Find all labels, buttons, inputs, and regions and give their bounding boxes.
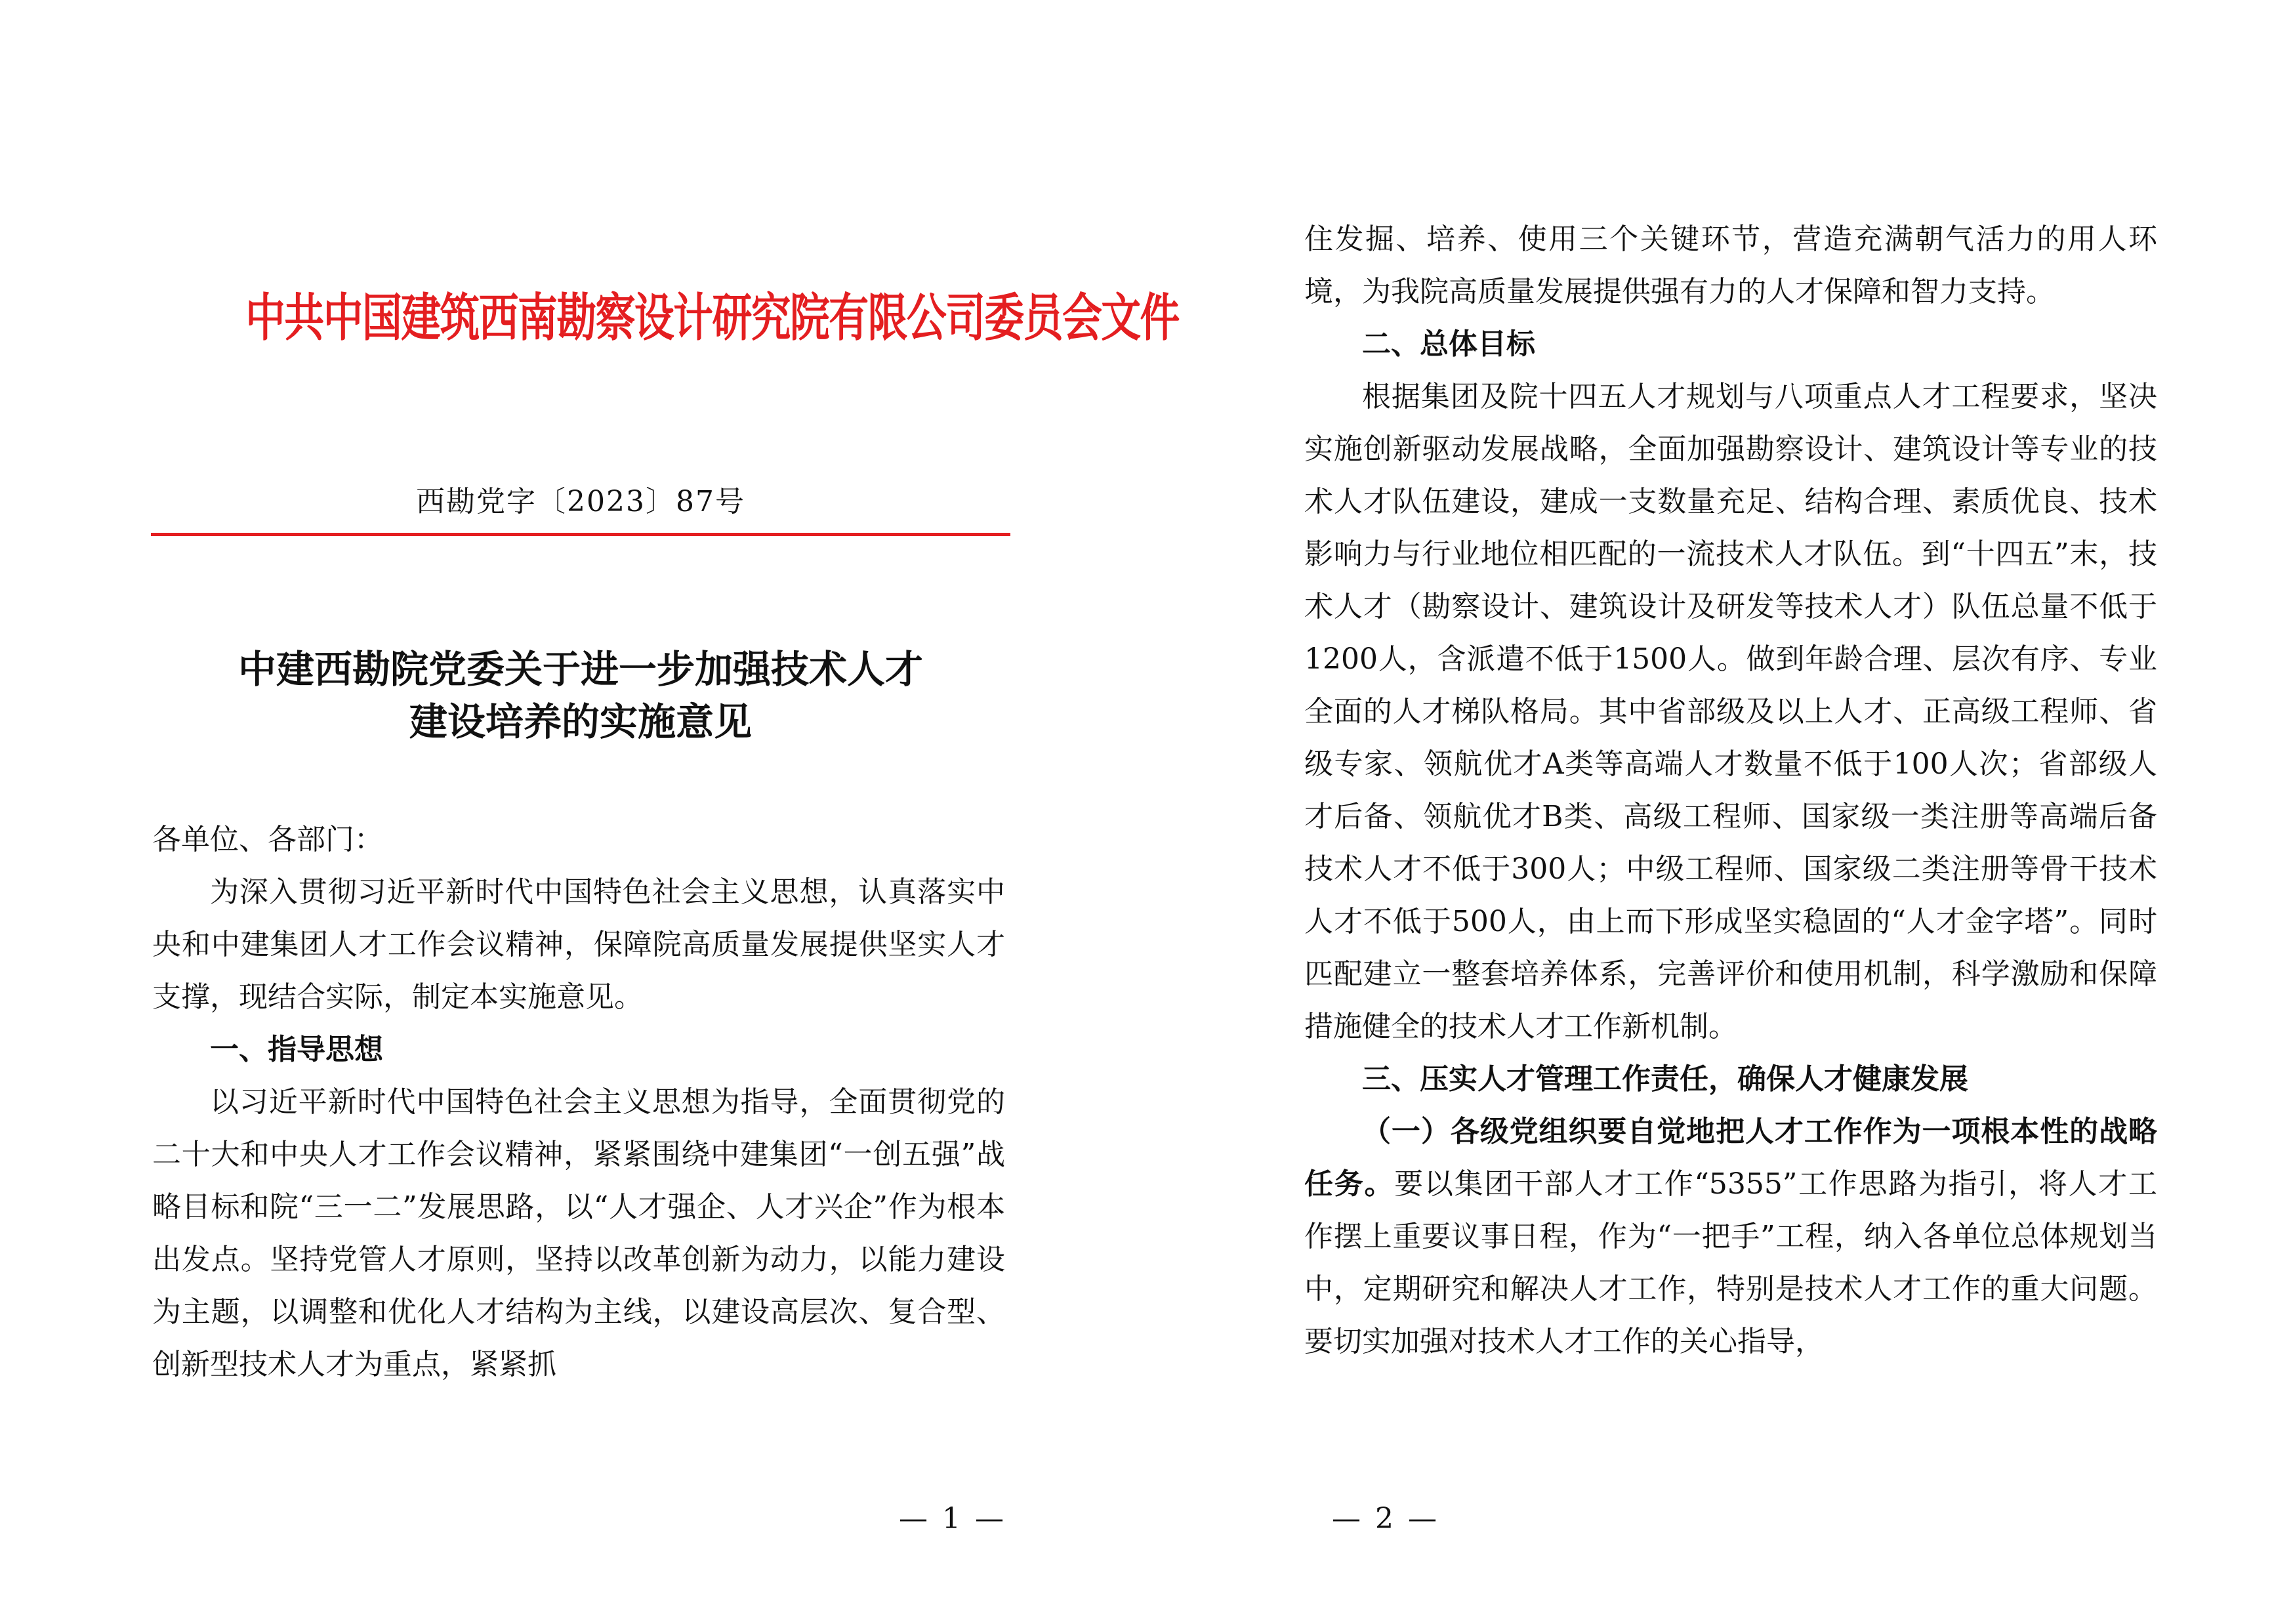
section-2-heading: 二、总体目标 [1362,327,1535,361]
intro-paragraph: 为深入贯彻习近平新时代中国特色社会主义思想，认真落实中央和中建集团人才工作会议精神，保障院高质量发展提供坚实人才支撑，现结合实际，制定本实施意见。 [152,875,1005,1014]
section-3-heading: 三、压实人才管理工作责任，确保人才健康发展 [1362,1062,1968,1096]
subsection-1-body: 要以集团干部人才工作“5355”工作思路为指引，将人才工作摆上重要议事日程，作为“一把手”工程，纳入各单位总体规划当中，定期研究和解决人才工作，特别是技术人才工作的重大问题。要切实加强对技术人才工作的关心指导， [1304,1167,2158,1358]
page-2 [1147,0,2293,1624]
page-number: — 2 — [1332,1502,1439,1535]
document-title-line-1: 中建西勘院党委关于进一步加强技术人才 [238,647,923,692]
subsection-1-paragraph [1304,1106,2157,1368]
document-title-line-2: 建设培养的实施意见 [409,699,752,744]
continuation-paragraph: 住发掘、培养、使用三个关键环节，营造充满朝气活力的用人环境，为我院高质量发展提供强有力的人才保障和智力支持。 [1304,222,2157,308]
document-number: 西勘党字〔2023〕87号 [416,485,745,518]
page-2-body [1304,213,2157,1368]
page-number: — 1 — [899,1502,1006,1535]
document-header-title: 中共中国建筑西南勘察设计研究院有限公司委员会文件 [245,289,1179,348]
red-divider-line [151,533,1010,536]
document-title [151,643,1010,748]
salutation: 各单位、各部门： [152,823,383,856]
section-1-paragraph: 以习近平新时代中国特色社会主义思想为指导，全面贯彻党的二十大和中央人才工作会议精神，紧紧围绕中建集团“一创五强”战略目标和院“三一二”发展思路，以“人才强企、人才兴企”作为根本出发点。坚持党管人才原则，坚持以改革创新为动力，以能力建设为主题，以调整和优化人才结构为主线，以建设高层次、复合型、创新型技术人才为重点，紧紧抓 [152,1085,1005,1381]
page-1-body [152,814,1005,1391]
section-1-heading: 一、指导思想 [210,1033,383,1066]
subsection-1-bold-lead: （一）各级党组织要自觉地把人才工作作为一项根本性的战略任务。 [1304,1115,2157,1201]
section-2-paragraph: 根据集团及院十四五人才规划与八项重点人才工程要求，坚决实施创新驱动发展战略，全面加强勘察设计、建筑设计等专业的技术人才队伍建设，建成一支数量充足、结构合理、素质优良、技术影响力与行业地位相匹配的一流技术人才队伍。到“十四五”末，技术人才（勘察设计、建筑设计及研发等技术人才）队伍总量不低于1200人，含派遣不低于1500人。做到年龄合理、层次有序、专业全面的人才梯队格局。其中省部级及以上人才、正高级工程师、省级专家、领航优才A类等高端人才数量不低于100人次；省部级人才后备、领航优才B类、高级工程师、国家级一类注册等高端后备技术人才不低于300人；中级工程师、国家级二类注册等骨干技术人才不低于500人，由上而下形成坚实稳固的“人才金字塔”。同时匹配建立一整套培养体系，完善评价和使用机制，科学激励和保障措施健全的技术人才工作新机制。 [1304,380,2157,1043]
